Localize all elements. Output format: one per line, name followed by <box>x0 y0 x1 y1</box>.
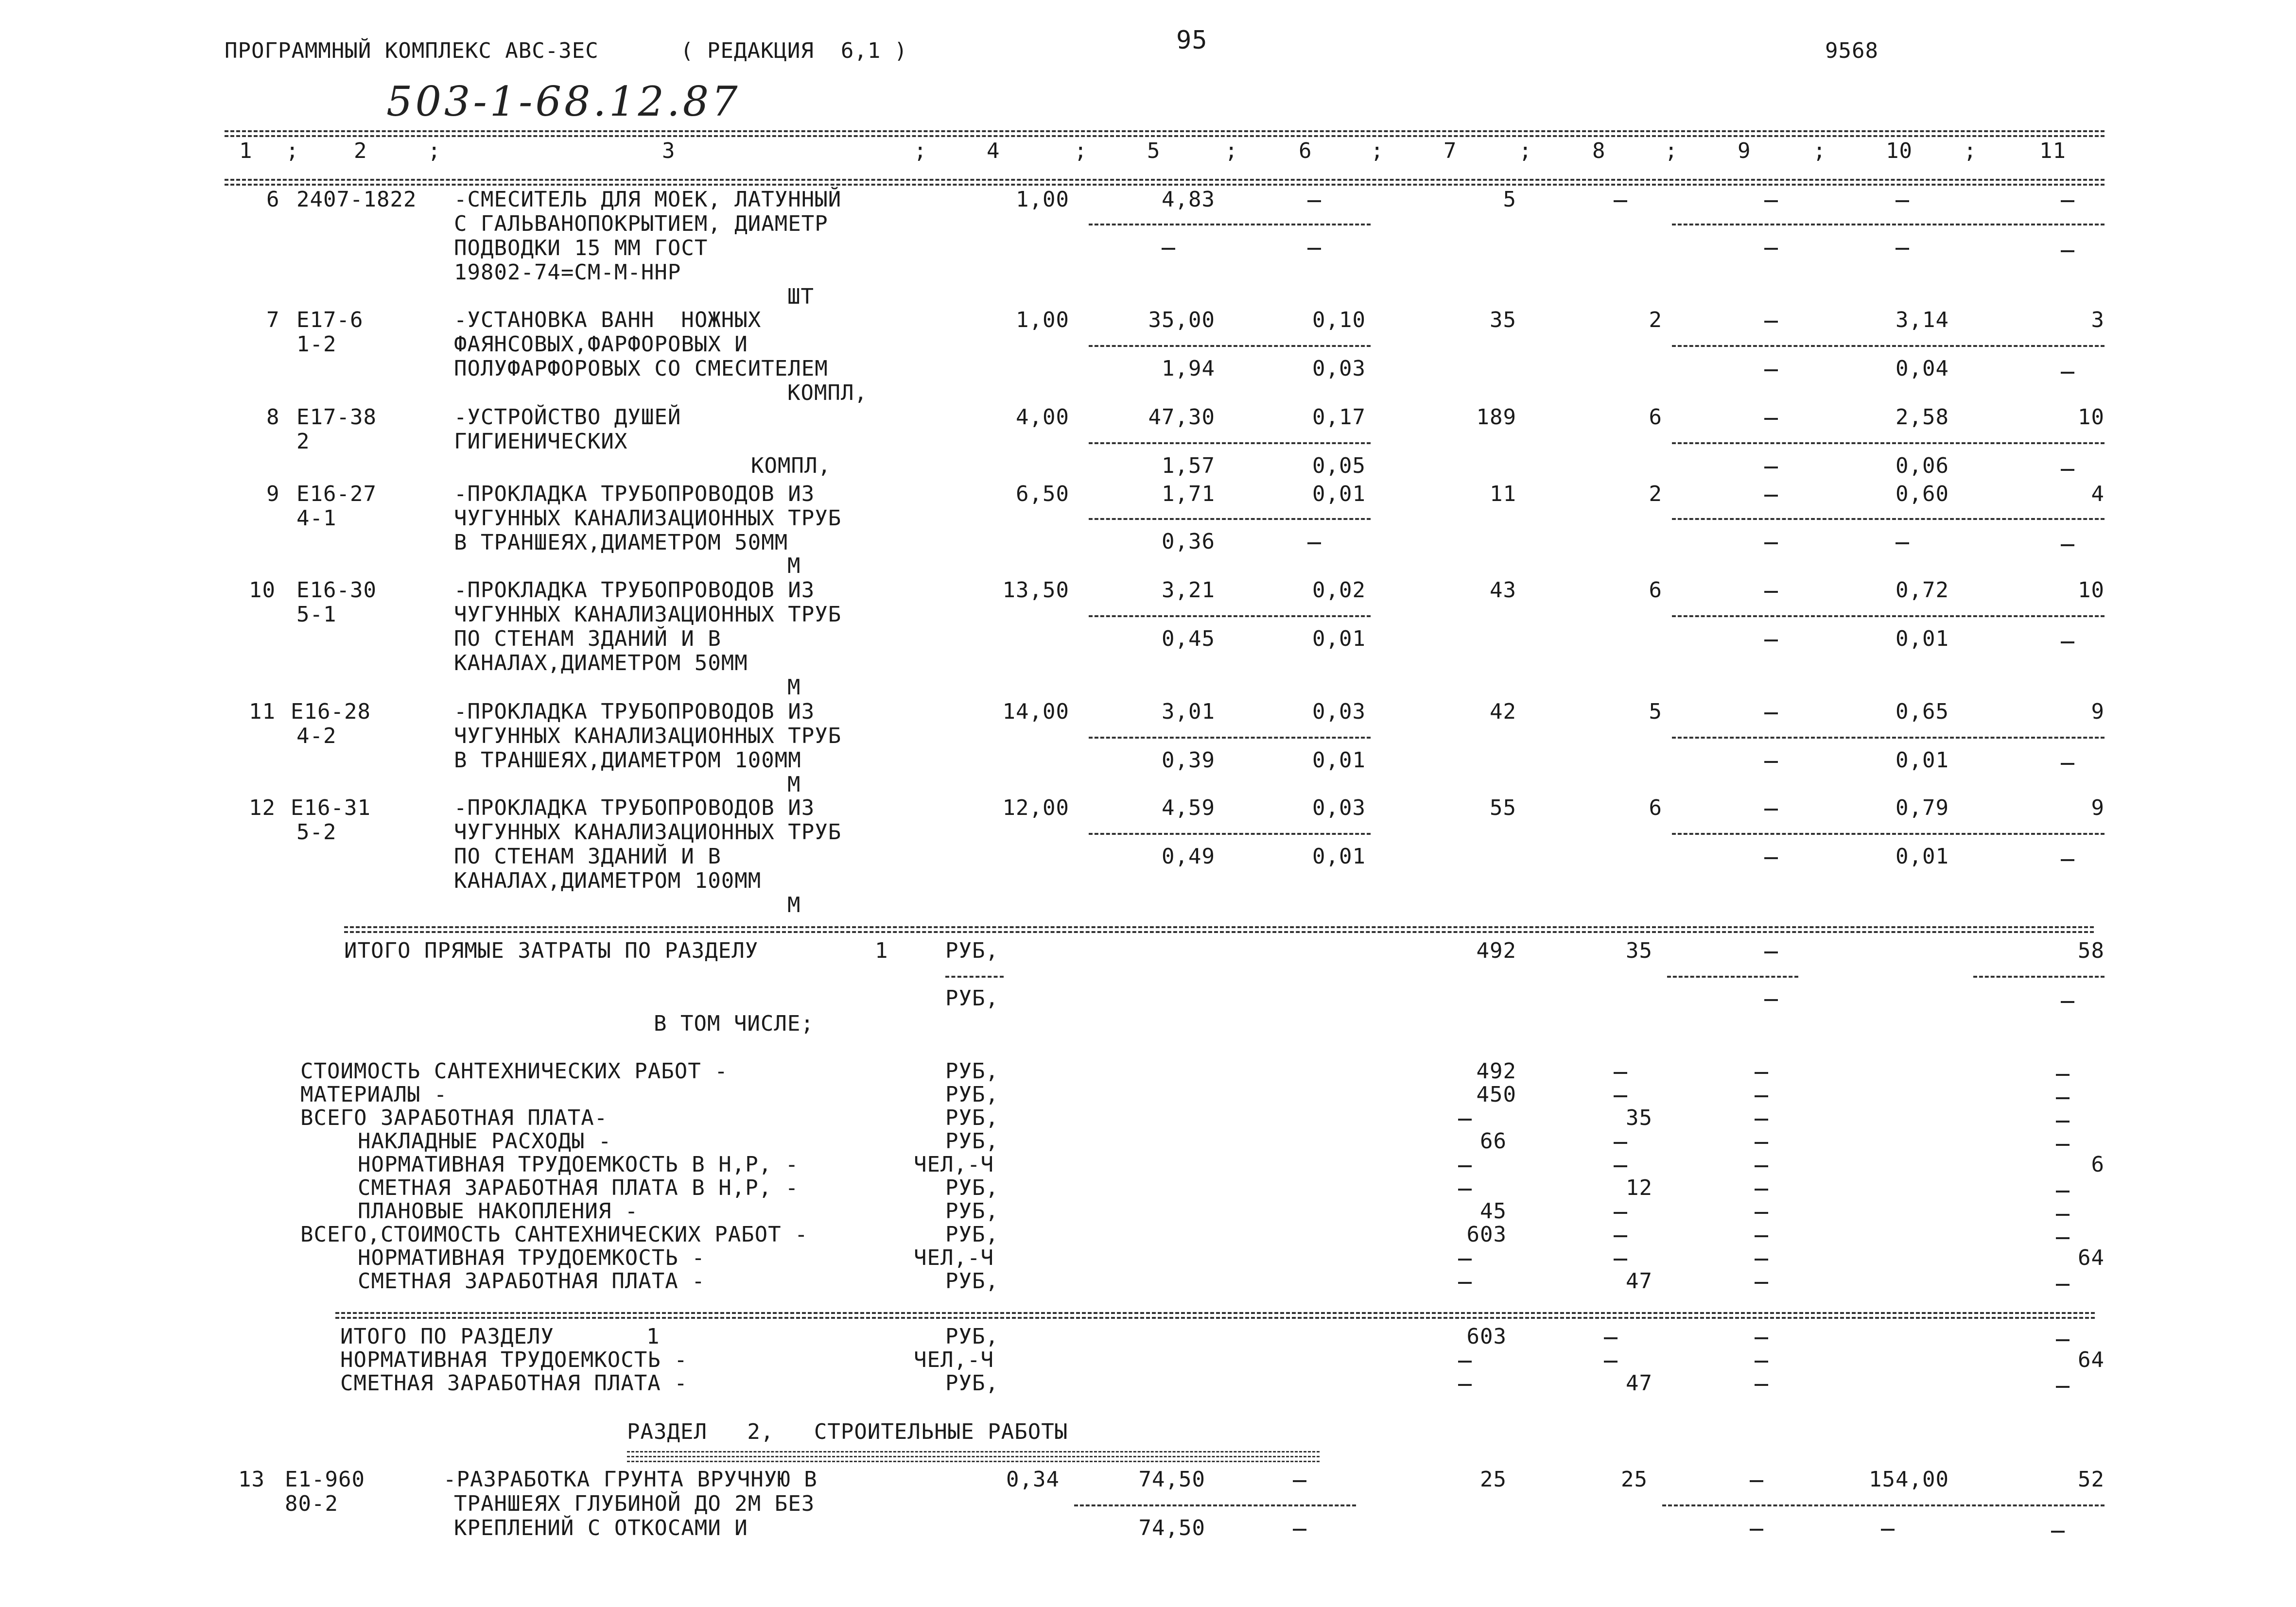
summary-unit: РУБ, <box>945 1129 999 1154</box>
summary-unit: РУБ, <box>945 1106 999 1130</box>
summary-label: НАКЛАДНЫЕ РАСХОДЫ - <box>358 1129 612 1154</box>
column-header: 10 <box>1886 138 1913 163</box>
row-col11: 52 <box>2078 1467 2105 1492</box>
row-labor-sub: 0,01 <box>1312 626 1366 651</box>
row-qty: 12,00 <box>1002 795 1069 820</box>
final-totals-rule-2 <box>335 1317 2095 1319</box>
row-number: 8 <box>266 405 280 430</box>
summary-label: СТОИМОСТЬ САНТЕХНИЧЕСКИХ РАБОТ - <box>300 1059 728 1084</box>
row-wages: 2 <box>1649 482 1662 506</box>
column-header: 5 <box>1147 138 1161 163</box>
row-col11: 4 <box>2091 482 2105 506</box>
column-separator: ; <box>1665 138 1678 163</box>
column-header: 6 <box>1299 138 1312 163</box>
summary-label: ВСЕГО,СТОИМОСТЬ САНТЕХНИЧЕСКИХ РАБОТ - <box>300 1222 808 1247</box>
row-description: С ГАЛЬВАНОПОКРЫТИЕМ, ДИАМЕТР <box>454 211 828 236</box>
final-total-label: СМЕТНАЯ ЗАРАБОТНАЯ ПЛАТА - <box>340 1371 688 1396</box>
final-total-c11: 64 <box>2078 1348 2105 1372</box>
row-price: 1,71 <box>1162 482 1215 506</box>
summary-c7: 66 <box>1480 1129 1507 1154</box>
column-header: 2 <box>354 138 367 163</box>
row-hours: 3,14 <box>1896 308 1949 332</box>
summary-unit: ЧЕЛ,-Ч <box>914 1245 994 1270</box>
final-totals-rule <box>335 1312 2095 1314</box>
row-qty: 6,50 <box>1016 482 1069 506</box>
row-code: 80-2 <box>285 1491 338 1516</box>
row-number: 13 <box>238 1467 265 1492</box>
column-separator: ; <box>1225 138 1238 163</box>
summary-c7: 603 <box>1466 1222 1507 1247</box>
summary-c7: 492 <box>1476 1059 1516 1084</box>
column-separator: ; <box>286 138 299 163</box>
row-code: Е17-38 <box>296 405 377 430</box>
row-total: 43 <box>1490 578 1516 603</box>
summary-label: СМЕТНАЯ ЗАРАБОТНАЯ ПЛАТА В Н,Р, - <box>358 1175 799 1200</box>
page-number: 95 <box>1176 26 1208 55</box>
row-wages: 25 <box>1621 1467 1648 1492</box>
row-qty: 0,34 <box>1006 1467 1060 1492</box>
row-qty: 1,00 <box>1016 308 1069 332</box>
program-title: ПРОГРАММНЫЙ КОМПЛЕКС АВС-ЗЕС <box>225 38 599 63</box>
row-price-sub: 1,57 <box>1162 453 1215 478</box>
row-wages: 6 <box>1649 795 1662 820</box>
row-description: ЧУГУННЫХ КАНАЛИЗАЦИОННЫХ ТРУБ <box>454 602 842 627</box>
row-description: -УСТРОЙСТВО ДУШЕЙ <box>454 405 681 430</box>
row-description: ПО СТЕНАМ ЗДАНИЙ И В <box>454 626 721 651</box>
row-hours: 0,72 <box>1896 578 1949 603</box>
row-hours-sub: 0,04 <box>1896 356 1949 381</box>
row-number: 12 <box>249 795 276 820</box>
row-qty: 1,00 <box>1016 187 1069 212</box>
column-separator: ; <box>914 138 927 163</box>
section-total-unit: РУБ, <box>945 938 999 963</box>
section-2-underline-3 <box>627 1461 1320 1462</box>
row-labor-sub: 0,05 <box>1312 453 1366 478</box>
row-code: Е17-6 <box>296 308 364 332</box>
summary-c8: 35 <box>1626 1106 1652 1130</box>
row-total: 35 <box>1490 308 1516 332</box>
row-description: ГИГИЕНИЧЕСКИХ <box>454 429 628 454</box>
row-total: 11 <box>1490 482 1516 506</box>
row-hours: 0,65 <box>1896 699 1949 724</box>
summary-unit: РУБ, <box>945 1199 999 1224</box>
final-total-label: ИТОГО ПО РАЗДЕЛУ <box>340 1324 554 1349</box>
column-header: 7 <box>1444 138 1457 163</box>
edition-label: ( РЕДАКЦИЯ 6,1 ) <box>680 38 908 63</box>
row-number: 11 <box>249 699 276 724</box>
column-separator: ; <box>1813 138 1826 163</box>
row-description: КАНАЛАХ,ДИАМЕТРОМ 100ММ <box>454 868 762 893</box>
column-separator: ; <box>1519 138 1532 163</box>
row-number: 10 <box>249 578 276 603</box>
row-code: Е16-31 <box>291 795 371 820</box>
column-header: 4 <box>987 138 1000 163</box>
row-col11: 3 <box>2091 308 2105 332</box>
table-top-rule-2 <box>225 135 2105 137</box>
row-code: 2407-1822 <box>296 187 417 212</box>
summary-label: МАТЕРИАЛЫ - <box>300 1082 448 1107</box>
section-total-unit-2: РУБ, <box>945 986 999 1011</box>
section-total-c8: 35 <box>1626 938 1652 963</box>
row-description: -ПРОКЛАДКА ТРУБОПРОВОДОВ ИЗ <box>454 482 815 506</box>
row-wages: 6 <box>1649 578 1662 603</box>
final-total-unit: РУБ, <box>945 1371 999 1396</box>
row-col11: 10 <box>2078 578 2105 603</box>
row-labor: 0,10 <box>1312 308 1366 332</box>
row-description: КАНАЛАХ,ДИАМЕТРОМ 50ММ <box>454 651 748 675</box>
row-labor-sub: 0,01 <box>1312 844 1366 869</box>
row-labor: 0,03 <box>1312 795 1366 820</box>
table-header-rule-2 <box>225 184 2105 186</box>
row-number: 6 <box>266 187 280 212</box>
row-labor: 0,01 <box>1312 482 1366 506</box>
row-price-sub: 0,49 <box>1162 844 1215 869</box>
row-hours: 0,60 <box>1896 482 1949 506</box>
row-qty: 4,00 <box>1016 405 1069 430</box>
row-total: 42 <box>1490 699 1516 724</box>
summary-c11: 64 <box>2078 1245 2105 1270</box>
row-hours-sub: 0,06 <box>1896 453 1949 478</box>
row-unit: КОМПЛ, <box>787 380 868 405</box>
row-price: 35,00 <box>1148 308 1215 332</box>
row-hours-sub: 0,01 <box>1896 844 1949 869</box>
row-total: 25 <box>1480 1467 1507 1492</box>
row-code: Е16-30 <box>296 578 377 603</box>
row-labor-sub: 0,03 <box>1312 356 1366 381</box>
row-description: ЧУГУННЫХ КАНАЛИЗАЦИОННЫХ ТРУБ <box>454 506 842 531</box>
row-description: -РАЗРАБОТКА ГРУНТА ВРУЧНУЮ В <box>443 1467 818 1492</box>
section-total-rule <box>344 926 2094 928</box>
section-2-underline-2 <box>627 1456 1320 1457</box>
row-number: 7 <box>266 308 280 332</box>
row-price: 3,01 <box>1162 699 1215 724</box>
row-price-sub: 1,94 <box>1162 356 1215 381</box>
row-price-sub: 0,45 <box>1162 626 1215 651</box>
summary-c7: 45 <box>1480 1199 1507 1224</box>
row-code: 5-2 <box>296 820 337 845</box>
final-total-unit: ЧЕЛ,-Ч <box>914 1348 994 1372</box>
row-price-sub: 0,39 <box>1162 748 1215 773</box>
row-description: -ПРОКЛАДКА ТРУБОПРОВОДОВ ИЗ <box>454 699 815 724</box>
section-2-underline <box>627 1451 1320 1452</box>
column-header: 11 <box>2039 138 2066 163</box>
row-labor: 0,17 <box>1312 405 1366 430</box>
summary-unit: РУБ, <box>945 1082 999 1107</box>
row-hours: 0,79 <box>1896 795 1949 820</box>
final-total-label: НОРМАТИВНАЯ ТРУДОЕМКОСТЬ - <box>340 1348 688 1372</box>
row-description: ЧУГУННЫХ КАНАЛИЗАЦИОННЫХ ТРУБ <box>454 724 842 748</box>
final-total-c8: 47 <box>1626 1371 1652 1396</box>
column-separator: ; <box>1964 138 1977 163</box>
row-price: 47,30 <box>1148 405 1215 430</box>
summary-c11: 6 <box>2091 1152 2105 1177</box>
row-total: 55 <box>1490 795 1516 820</box>
section-2-title: РАЗДЕЛ 2, СТРОИТЕЛЬНЫЕ РАБОТЫ <box>627 1419 1068 1444</box>
summary-label: СМЕТНАЯ ЗАРАБОТНАЯ ПЛАТА - <box>358 1269 705 1294</box>
summary-unit: РУБ, <box>945 1175 999 1200</box>
row-description: ПОДВОДКИ 15 ММ ГОСТ <box>454 236 708 260</box>
row-description: ФАЯНСОВЫХ,ФАРФОРОВЫХ И <box>454 332 748 357</box>
section-total-number: 1 <box>875 938 888 963</box>
row-hours-sub: 0,01 <box>1896 626 1949 651</box>
row-unit: КОМПЛ, <box>751 453 831 478</box>
row-description: -СМЕСИТЕЛЬ ДЛЯ МОЕК, ЛАТУННЫЙ <box>454 187 842 212</box>
row-description: -ПРОКЛАДКА ТРУБОПРОВОДОВ ИЗ <box>454 795 815 820</box>
row-total: 5 <box>1503 187 1516 212</box>
row-labor: 0,03 <box>1312 699 1366 724</box>
row-code: Е1-960 <box>285 1467 365 1492</box>
final-total-c7: 603 <box>1466 1324 1507 1349</box>
row-col11: 9 <box>2091 795 2105 820</box>
row-wages: 6 <box>1649 405 1662 430</box>
row-code: 2 <box>296 429 310 454</box>
row-unit: ШТ <box>787 284 814 309</box>
row-description: -УСТАНОВКА ВАНН НОЖНЫХ <box>454 308 762 332</box>
summary-unit: РУБ, <box>945 1222 999 1247</box>
row-price-sub: 74,50 <box>1138 1516 1205 1540</box>
row-qty: 13,50 <box>1002 578 1069 603</box>
row-code: 4-1 <box>296 506 337 531</box>
row-price-sub: 0,36 <box>1162 529 1215 554</box>
column-header: 9 <box>1738 138 1751 163</box>
row-description: В ТРАНШЕЯХ,ДИАМЕТРОМ 100ММ <box>454 748 801 773</box>
summary-c8: 12 <box>1626 1175 1652 1200</box>
row-hours-sub: 0,01 <box>1896 748 1949 773</box>
column-separator: ; <box>428 138 441 163</box>
final-total-unit: РУБ, <box>945 1324 999 1349</box>
summary-unit: ЧЕЛ,-Ч <box>914 1152 994 1177</box>
column-header: 1 <box>239 138 253 163</box>
row-description: ПО СТЕНАМ ЗДАНИЙ И В <box>454 844 721 869</box>
row-unit: М <box>787 675 801 700</box>
row-code: 5-1 <box>296 602 337 627</box>
row-price: 74,50 <box>1138 1467 1205 1492</box>
row-number: 9 <box>266 482 280 506</box>
row-description: В ТРАНШЕЯХ,ДИАМЕТРОМ 50ММ <box>454 530 788 555</box>
summary-c8: 47 <box>1626 1269 1652 1294</box>
section-total-label: ИТОГО ПРЯМЫЕ ЗАТРАТЫ ПО РАЗДЕЛУ <box>344 938 759 963</box>
column-header: 3 <box>662 138 676 163</box>
row-price: 4,59 <box>1162 795 1215 820</box>
row-description: ТРАНШЕЯХ ГЛУБИНОЙ ДО 2М БЕЗ <box>454 1491 815 1516</box>
column-header: 8 <box>1592 138 1606 163</box>
section-total-rule-2 <box>344 931 2094 933</box>
row-labor-sub: 0,01 <box>1312 748 1366 773</box>
row-code: Е16-28 <box>291 699 371 724</box>
table-top-rule <box>225 130 2105 132</box>
row-code: Е16-27 <box>296 482 377 506</box>
column-separator: ; <box>1074 138 1088 163</box>
row-qty: 14,00 <box>1002 699 1069 724</box>
row-hours: 154,00 <box>1869 1467 1949 1492</box>
doc-code: 9568 <box>1825 38 1879 63</box>
row-labor: 0,02 <box>1312 578 1366 603</box>
row-description: ЧУГУННЫХ КАНАЛИЗАЦИОННЫХ ТРУБ <box>454 820 842 845</box>
row-price: 3,21 <box>1162 578 1215 603</box>
row-price: 4,83 <box>1162 187 1215 212</box>
row-description: КРЕПЛЕНИЙ С ОТКОСАМИ И <box>454 1516 748 1540</box>
row-description: -ПРОКЛАДКА ТРУБОПРОВОДОВ ИЗ <box>454 578 815 603</box>
row-col11: 10 <box>2078 405 2105 430</box>
row-total: 189 <box>1476 405 1516 430</box>
summary-label: ВСЕГО ЗАРАБОТНАЯ ПЛАТА- <box>300 1106 608 1130</box>
row-unit: М <box>787 553 801 578</box>
including-label: В ТОМ ЧИСЛЕ; <box>654 1011 814 1036</box>
section-total-c11: 58 <box>2078 938 2105 963</box>
row-unit: М <box>787 772 801 797</box>
row-unit: М <box>787 893 801 917</box>
row-wages: 5 <box>1649 699 1662 724</box>
column-separator: ; <box>1371 138 1384 163</box>
summary-label: ПЛАНОВЫЕ НАКОПЛЕНИЯ - <box>358 1199 639 1224</box>
row-hours: 2,58 <box>1896 405 1949 430</box>
section-total-c7: 492 <box>1476 938 1516 963</box>
handwritten-reference: 503-1-68.12.87 <box>386 78 741 125</box>
row-col11: 9 <box>2091 699 2105 724</box>
table-header-rule <box>225 179 2105 181</box>
summary-label: НОРМАТИВНАЯ ТРУДОЕМКОСТЬ - <box>358 1245 705 1270</box>
summary-label: НОРМАТИВНАЯ ТРУДОЕМКОСТЬ В Н,Р, - <box>358 1152 799 1177</box>
summary-unit: РУБ, <box>945 1269 999 1294</box>
summary-c7: 450 <box>1476 1082 1516 1107</box>
row-description: 19802-74=СМ-М-ННР <box>454 260 681 285</box>
row-description: ПОЛУФАРФОРОВЫХ СО СМЕСИТЕЛЕМ <box>454 356 828 381</box>
row-code: 1-2 <box>296 332 337 357</box>
row-code: 4-2 <box>296 724 337 748</box>
summary-unit: РУБ, <box>945 1059 999 1084</box>
row-wages: 2 <box>1649 308 1662 332</box>
final-total-extra: 1 <box>646 1324 660 1349</box>
